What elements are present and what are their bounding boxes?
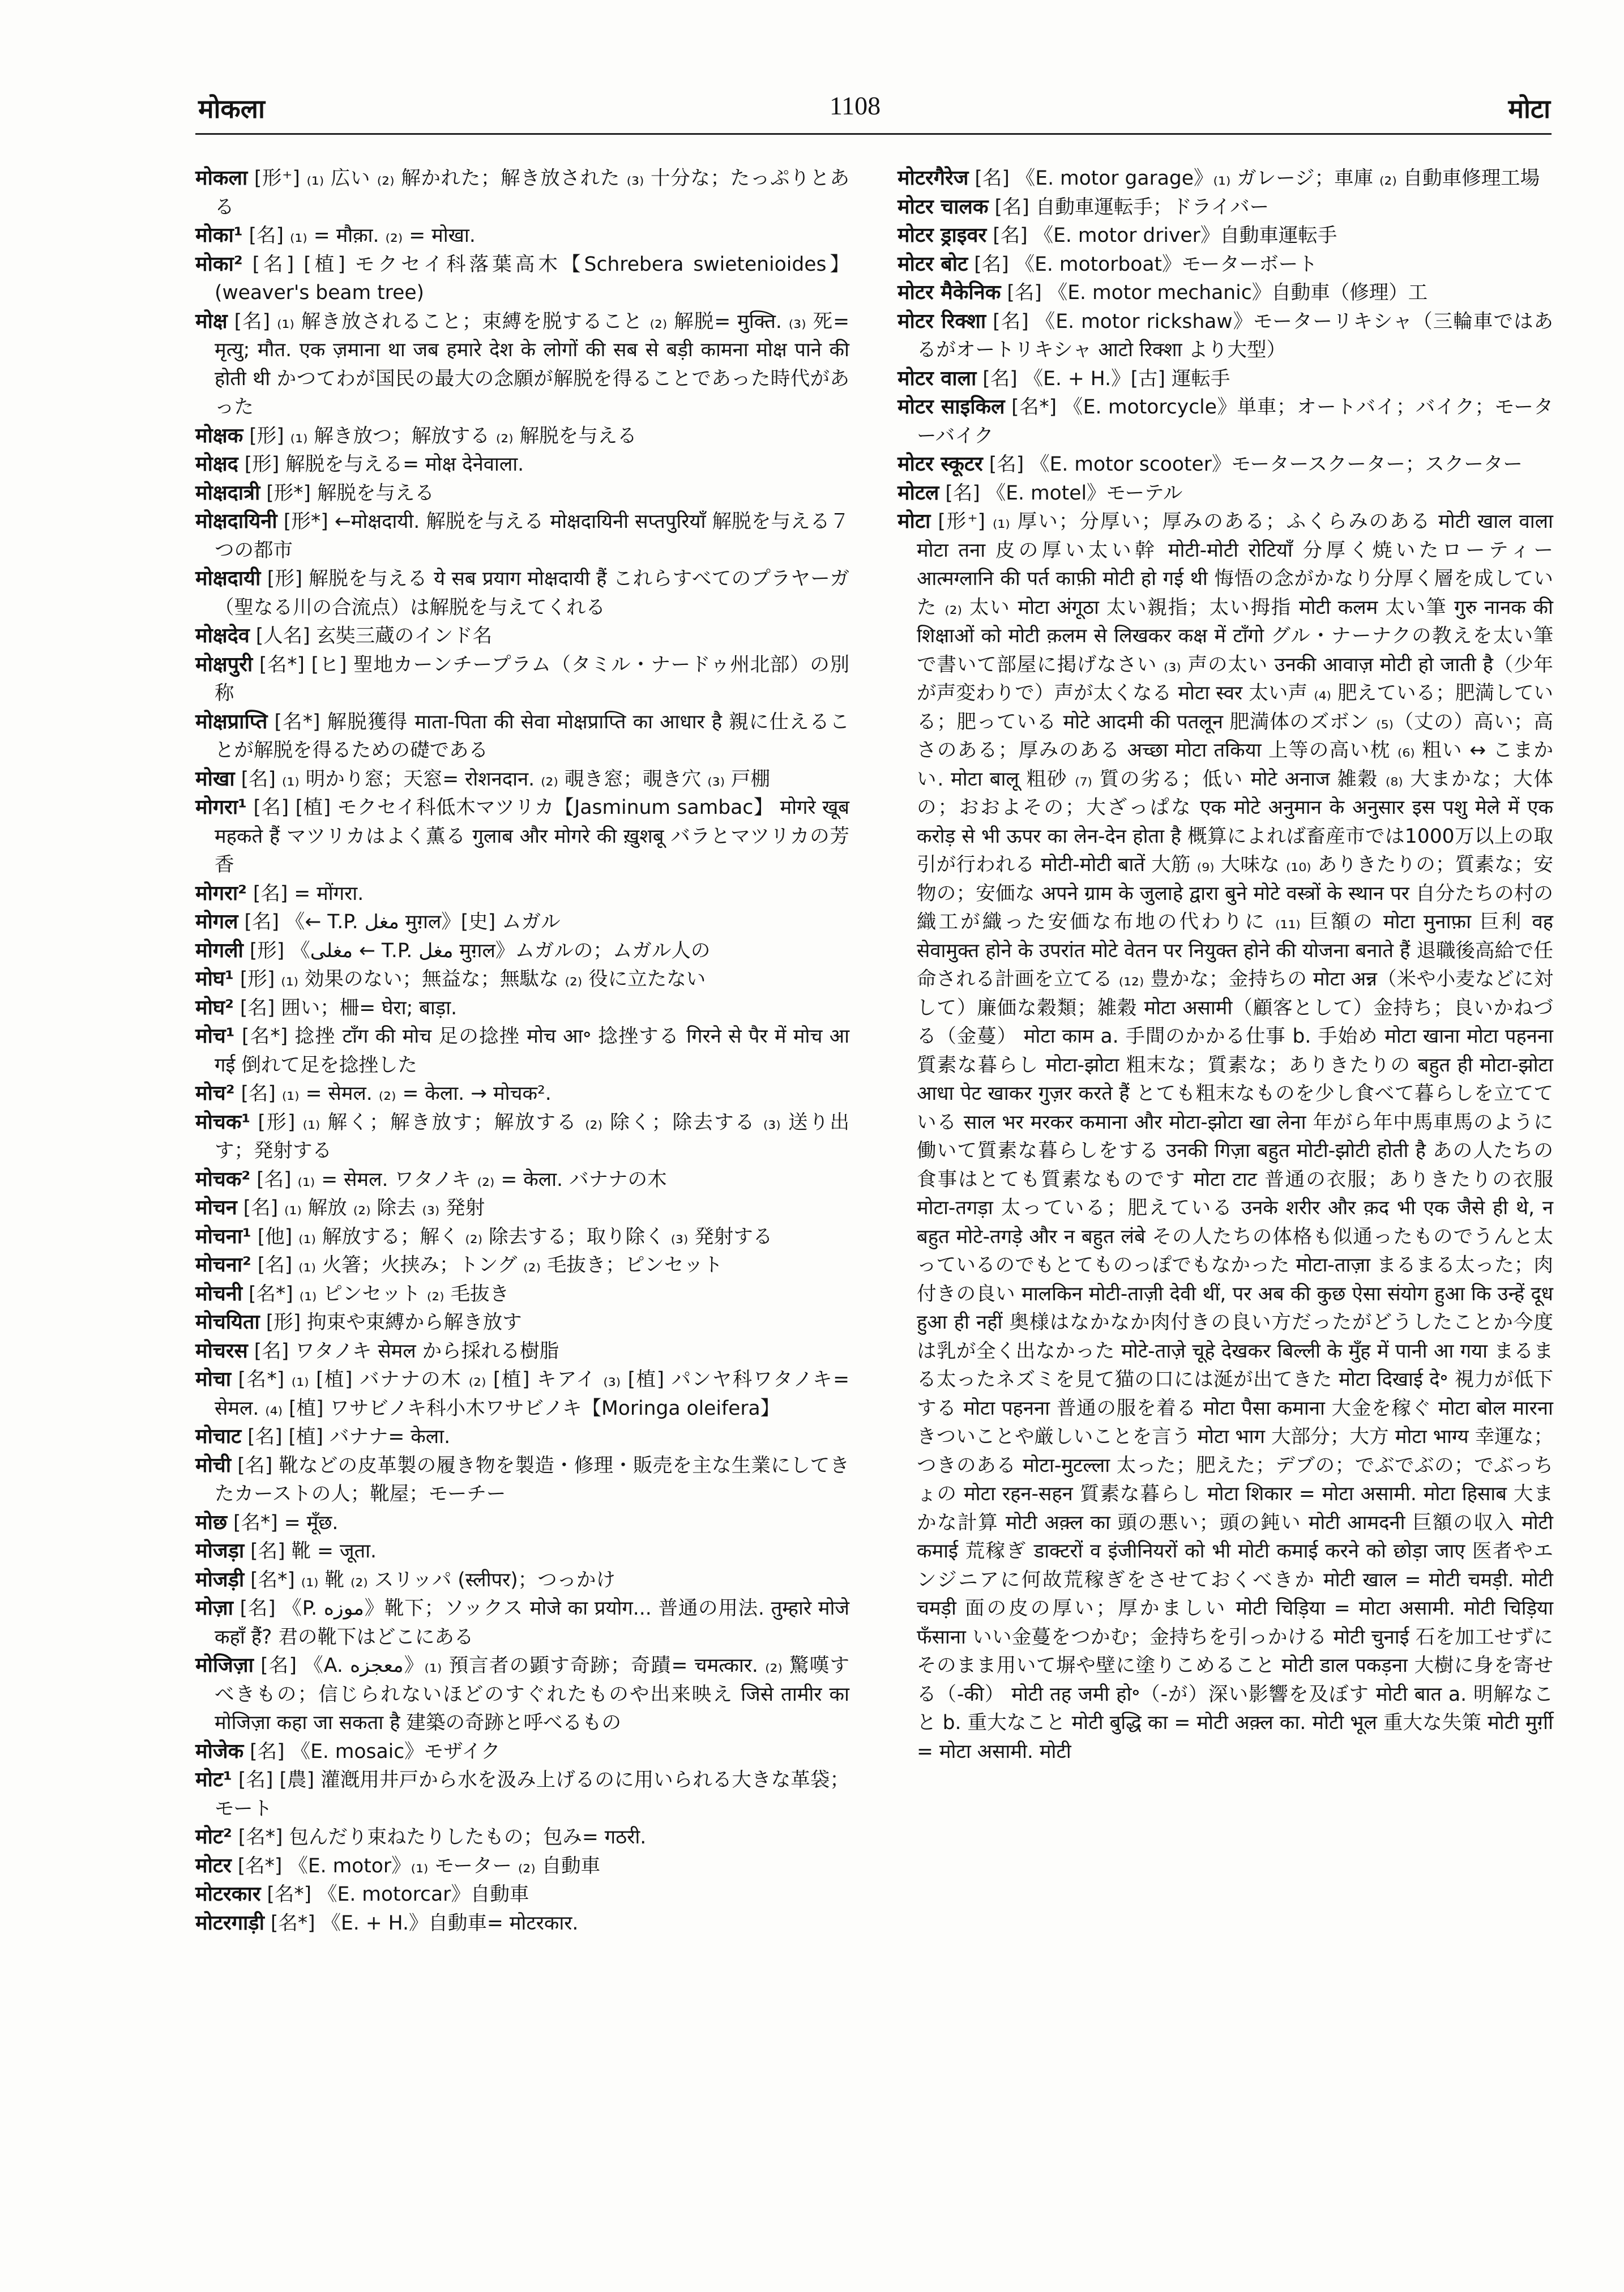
entry-definition: [名] ₍₁₎ 解放 ₍₂₎ 除去 ₍₃₎ 発射	[237, 1197, 485, 1219]
dictionary-entry	[898, 221, 1553, 250]
dictionary-entry	[195, 1079, 849, 1108]
entry-headword: मोक्षप्राप्ति	[195, 710, 268, 733]
dictionary-entry	[898, 279, 1553, 308]
page-number: 1108	[829, 91, 881, 120]
entry-definition: [名] 靴 = जूता.	[244, 1540, 377, 1563]
entry-definition: [名*] 《E. + H.》自動車= मोटरकार.	[264, 1911, 579, 1935]
entry-headword: मोटर साइकिल	[898, 395, 1005, 419]
entry-definition: [名] ₍₁₎ 火箸；火挟み；トング ₍₂₎ 毛抜き；ピンセット	[251, 1254, 723, 1277]
entry-headword: मोक्षदायी	[195, 567, 261, 590]
dictionary-entry	[195, 507, 849, 565]
entry-headword: मोचनी	[195, 1282, 243, 1305]
dictionary-entry	[898, 450, 1553, 479]
dictionary-entry	[195, 1880, 849, 1909]
entry-definition: [名] 囲い；柵= घेरा; बाड़ा.	[233, 996, 458, 1019]
dictionary-entry	[195, 1594, 849, 1651]
dictionary-entry	[195, 708, 849, 765]
entry-headword: मोचन	[195, 1196, 237, 1219]
dictionary-entry	[195, 965, 849, 994]
dictionary-entry	[195, 1251, 849, 1280]
entry-headword: मोका²	[195, 252, 243, 276]
entry-headword: मोघ¹	[195, 967, 234, 991]
entry-headword: मोक्ष	[195, 309, 228, 333]
dictionary-entry	[195, 1509, 849, 1538]
entry-headword: मोजड़ा	[195, 1539, 245, 1563]
dictionary-entry	[195, 1651, 849, 1738]
dictionary-entry	[898, 507, 1553, 1766]
entry-definition: [名] ₍₁₎ = मौक़ा. ₍₂₎ = मोखा.	[242, 224, 476, 247]
entry-headword: मोगली	[195, 938, 243, 962]
dictionary-entry	[195, 651, 849, 708]
dictionary-entry	[898, 164, 1553, 193]
dictionary-entry	[195, 1166, 849, 1194]
entry-definition: [名] [植] バナナ= केला.	[241, 1425, 451, 1448]
entry-headword: मोचना¹	[195, 1224, 251, 1248]
dictionary-entry	[195, 1108, 849, 1166]
entry-headword: मोक्षदात्री	[195, 481, 260, 505]
entry-definition: [名] 《E. motor driver》自動車運転手	[986, 224, 1337, 247]
dictionary-entry	[195, 937, 849, 966]
right-column	[898, 164, 1553, 1766]
dictionary-entry	[195, 1194, 849, 1223]
entry-headword: मोगल	[195, 910, 238, 933]
entry-headword: मोजिज़ा	[195, 1654, 254, 1677]
dictionary-entry	[195, 1308, 849, 1337]
dictionary-entry	[195, 1022, 849, 1079]
entry-headword: मोक्षक	[195, 424, 243, 447]
header-rule	[195, 133, 1552, 135]
left-column	[195, 164, 849, 1937]
dictionary-entry	[195, 1223, 849, 1252]
entry-definition: [名*] 解脱獲得 माता-पिता की सेवा मोक्षप्राप्ति का आधार है 親に仕えることが解脱を得るための礎である	[215, 710, 849, 762]
entry-headword: मोटल	[898, 481, 939, 505]
entry-headword: मोट¹	[195, 1768, 232, 1791]
entry-definition: [名] ₍₁₎ = सेमल. ワタノキ ₍₂₎ = केला. バナナの木	[250, 1168, 667, 1191]
entry-definition: [名] 《E. motor garage》₍₁₎ ガレージ；車庫 ₍₂₎ 自動車修理工場	[968, 167, 1540, 190]
dictionary-entry	[195, 908, 849, 937]
entry-headword: मोचा	[195, 1368, 232, 1391]
entry-headword: मोटर	[195, 1854, 232, 1877]
dictionary-entry	[195, 1852, 849, 1881]
entry-definition: [人名] 玄奘三蔵のインド名	[249, 625, 493, 647]
dictionary-entry	[195, 1738, 849, 1766]
entry-headword: मोच²	[195, 1082, 235, 1105]
entry-headword: मोक्षदायिनी	[195, 510, 277, 533]
entry-headword: मोट²	[195, 1825, 232, 1849]
entry-definition: [名] ₍₁₎ 解き放されること；束縛を脱すること ₍₂₎ 解脱= मुक्ति. ₍₃₎ 死= मृत्यु; मौत. एक ज़माना था जब हमारे देश के लोगों की सब से बड़ी कामना मोक्ष पाने की होती थी かつてわが国民の最大の念願が解脱を得ることであった時代があった	[215, 310, 849, 419]
entry-definition: [名] 《E. motor mechanic》自動車（修理）工	[1001, 281, 1428, 304]
entry-definition: [名*] 《E. motor》₍₁₎ モーター ₍₂₎ 自動車	[231, 1854, 601, 1877]
dictionary-entry	[195, 1337, 849, 1366]
entry-headword: मोटर रिक्शा	[898, 309, 986, 333]
dictionary-entry	[195, 1423, 849, 1452]
dictionary-entry	[195, 221, 849, 250]
entry-headword: मोटरकार	[195, 1883, 261, 1906]
dictionary-entry	[195, 164, 849, 221]
entry-headword: मोगरा²	[195, 881, 247, 905]
entry-definition: [名*] 捻挫 टाँग की मोच 足の捻挫 मोच आ॰ 捻挫する गिरने से पैर में मोच आ गई 倒れて足を捻挫した	[215, 1025, 849, 1077]
entry-definition: [名] 《E. motel》モーテル	[939, 481, 1183, 505]
dictionary-entry	[898, 308, 1553, 365]
entry-definition: [形] ₍₁₎ 解く；解き放す；解放する ₍₂₎ 除く；除去する ₍₃₎ 送り出す；発射する	[215, 1111, 849, 1162]
entry-headword: मोघ²	[195, 996, 234, 1019]
entry-headword: मोचाट	[195, 1425, 242, 1448]
dictionary-entry	[195, 765, 849, 794]
entry-definition: [形] 解脱を与える= मोक्ष देनेवाला.	[238, 453, 524, 476]
dictionary-entry	[195, 479, 849, 508]
dictionary-entry	[195, 308, 849, 422]
entry-headword: मोचना²	[195, 1253, 251, 1277]
dictionary-entry	[195, 422, 849, 451]
dictionary-entry	[195, 1909, 849, 1938]
entry-definition: [名] 《P. موزه》靴下；ソックス मोजे का प्रयोग... 普通の用法. तुम्हारे मोजे कहाँ हैं? 君の靴下はどこにある	[215, 1597, 850, 1649]
entry-definition: [形] ₍₁₎ 効果のない；無益な；無駄な ₍₂₎ 役に立たない	[233, 968, 706, 991]
entry-headword: मोटर स्कूटर	[898, 453, 983, 476]
entry-headword: मोचक¹	[195, 1110, 251, 1134]
dictionary-entry	[195, 565, 849, 622]
entry-definition: [名*] 《E. motorcar》自動車	[260, 1883, 529, 1906]
entry-definition: [名] [植] モクセイ科低木マツリカ【Jasminum sambac】 मोगरे खूब महकते हैं マツリカはよく薫る गुलाब और मोगरे की ख़ुशबू バラとマツリカの芳香	[215, 796, 849, 876]
entry-definition: [名*] 《E. motorcycle》単車；オートバイ；バイク；モーターバイク	[917, 396, 1553, 447]
entry-headword: मोटर बोट	[898, 252, 968, 276]
dictionary-entry	[195, 1566, 849, 1595]
entry-headword: मोजेक	[195, 1739, 244, 1763]
entry-headword: मोचक²	[195, 1167, 251, 1191]
entry-definition: [形] 拘束や束縛から解き放す	[259, 1311, 522, 1334]
entry-definition: [名] = मोंगरा.	[246, 882, 364, 905]
entry-definition: [名*] [ヒ] 聖地カーンチープラム（タミル・ナードゥ州北部）の別称	[215, 653, 849, 705]
entry-definition: [形⁺] ₍₁₎ 広い ₍₂₎ 解かれた；解き放された ₍₃₎ 十分な；たっぷりとある	[215, 167, 849, 219]
entry-headword: मोटरगाड़ी	[195, 1911, 264, 1935]
entry-definition: [形*] ←मोक्षदायी. 解脱を与える मोक्षदायिनी सप्तपुरियाँ 解脱を与える７つの都市	[215, 510, 849, 562]
entry-definition: [形] 《مغلی ← T.P. مغل मुग़ल》ムガルの；ムガル人の	[243, 939, 711, 962]
entry-definition: [形⁺] ₍₁₎ 厚い；分厚い；厚みのある；ふくらみのある मोटी खाल वाला मोटा तना 皮の厚い太い幹 मोटी-मोटी रोटियाँ 分厚く焼いたローティー आत्मग्लानि की पर्त काफ़ी मोटी हो गई थी 悔悟の念がかなり分厚く層を成していた ₍₂₎ 太い मोटा अंगूठा 太い親指；太い拇指 मोटी कलम 太い筆 गुरु नानक की शिक्षाओं को मोटी क़लम से लिखकर कक्ष में टाँगो グル・ナーナクの教えを太い筆で書いて部屋に掲げなさい ₍₃₎ 声の太い उनकी आवाज़ मोटी हो जाती है（少年が声変わりで）声が太くなる मोटा स्वर 太い声 ₍₄₎ 肥えている；肥満している；肥っている मोटे आदमी की पतलून 肥満体のズボン ₍₅₎（丈の）高い；高さのある；厚みのある अच्छा मोटा तकिया 上等の高い枕 ₍₆₎ 粗い ↔ こまかい. मोटा बालू 粗砂 ₍₇₎ 質の劣る；低い मोटे अनाज 雑穀 ₍₈₎ 大まかな；大体の；おおよその；大ざっぱな एक मोटे अनुमान के अनुसार इस पशु मेले में एक करोड़ से भी ऊपर का लेन-देन होता है 概算によれば畜産市では1000万以上の取引が行われる मोटी-मोटी बातें 大筋 ₍₉₎ 大味な ₍₁₀₎ ありきたりの；質素な；安物の；安価な अपने ग्राम के जुलाहे द्वारा बुने मोटे वस्त्रों के स्थान पर 自分たちの村の織工が織った安価な布地の代わりに ₍₁₁₎ 巨額の मोटा मुनाफ़ा 巨利 वह सेवामुक्त होने के उपरांत मोटे वेतन पर नियुक्त होने की योजना बनाते हैं 退職後高給で任命される計画を立てる ₍₁₂₎ 豊かな；金持ちの मोटा अन्न（米や小麦などに対して）廉価な穀類；雑穀 मोटा असामी（顧客として）金持ち；良いかねづる（金蔓） मोटा काम a. 手間のかかる仕事 b. 手始め मोटा खाना मोटा पहनना 質素な暮らし मोटा-झोटा 粗末な；質素な；ありきたりの बहुत ही मोटा-झोटा आधा पेट खाकर गुज़र करते हैं とても粗末なものを少し食べて暮らしを立てている साल भर मरकर कमाना और मोटा-झोटा खा लेना 年がら年中馬車馬のように働いて質素な暮らしをする उनकी गिज़ा बहुत मोटी-झोटी होती है あの人たちの食事はとても質素なものです मोटा टाट 普通の衣服；ありきたりの衣服 मोटा-तगड़ा 太っている；肥えている उनके शरीर और क़द भी एक जैसे ही थे, न बहुत मोटे-तगड़े और न बहुत लंबे その人たちの体格も似通ったものでうんと太っているのでもとてものっぽでもなかった मोटा-ताज़ा まるまる太った；肉付きの良い मालकिन मोटी-ताज़ी देवी थीं, पर अब की कुछ ऐसा संयोग हुआ कि उन्हें दूध हुआ ही नहीं 奥様はなかなか肉付きの良い方だったがどうしたことか今度は乳が全く出なかった मोटे-ताज़े चूहे देखकर बिल्ली के मुँह में पानी आ गया まるまる太ったネズミを見て猫の口には涎が出てきた मोटा दिखाई दे॰ 視力が低下する मोटा पहनना 普通の服を着る मोटा पैसा कमाना 大金を稼ぐ मोटा बोल मारना きついことや厳しいことを言う मोटा भाग 大部分；大方 मोटा भाग्य 幸運な；つきのある मोटा-मुटल्ला 太った；肥えた；デブの；でぶでぶの；でぶっちょの मोटा रहन-सहन 質素な暮らし मोटा शिकार = मोटा असामी. मोटा हिसाब 大まかな計算 मोटी अक़्ल का 頭の悪い；頭の鈍い मोटी आमदनी 巨額の収入 मोटी कमाई 荒稼ぎ डाक्टरों व इंजीनियरों को भी मोटी कमाई करने को छोड़ा जाए 医者やエンジニアに何故荒稼ぎをさせておくべきか मोटी खाल = मोटी चमड़ी. मोटी चमड़ी 面の皮の厚い；厚かましい मोटी चिड़िया = मोटा असामी. मोटी चिड़िया फँसाना いい金蔓をつかむ；金持ちを引っかける मोटी चुनाई 石を加工せずにそのまま用いて塀や壁に塗りこめること मोटी डाल पकड़ना 大樹に身を寄せる（-की） मोटी तह जमी हो॰（-が）深い影響を及ぼす मोटी बात a. 明解なこと b. 重大なこと मोटी बुद्धि का = मोटी अक़्ल का. मोटी भूल 重大な失策 मोटी मुर्ग़ी = मोटा असामी. मोटी	[917, 510, 1553, 1763]
entry-headword: मोछ	[195, 1510, 228, 1534]
dictionary-entry	[195, 994, 849, 1023]
dictionary-entry	[195, 793, 849, 880]
entry-headword: मोजड़ी	[195, 1568, 245, 1591]
entry-definition: [他] ₍₁₎ 解放する；解く ₍₂₎ 除去する；取り除く ₍₃₎ 発射する	[251, 1225, 773, 1248]
entry-definition: [名*] 包んだり束ねたりしたもの；包み= गठरी.	[232, 1826, 647, 1849]
entry-headword: मोटर वाला	[898, 366, 977, 390]
entry-headword: मोचरस	[195, 1339, 248, 1363]
entry-definition: [名] 《← T.P. مغل मुग़ल》[史] ムガル	[238, 911, 561, 933]
entry-definition: [名*] = मूँछ.	[227, 1511, 339, 1534]
entry-definition: [名] 《E. motorboat》モーターボート	[968, 253, 1318, 276]
dictionary-entry	[195, 250, 849, 308]
entry-definition: [名] ₍₁₎ 明かり窓；天窓= रोशनदान. ₍₂₎ 覗き窓；覗き穴 ₍₃₎ 戸棚	[234, 767, 771, 791]
entry-definition: [名] 《A. معجزه》₍₁₎ 預言者の顕す奇跡；奇蹟= चमत्कार. ₍₂₎ 驚嘆すべきもの；信じられないほどのすぐれたものや出来映え जिसे तामीर का मोजिज़ा कहा जा सकता है 建築の奇跡と呼べるもの	[215, 1654, 849, 1734]
dictionary-entry	[195, 450, 849, 479]
entry-headword: मोका¹	[195, 224, 243, 247]
entry-definition: [名] 《E. motor scooter》モータースクーター；スクーター	[982, 453, 1523, 476]
entry-definition: [名] 《E. mosaic》モザイク	[243, 1740, 501, 1763]
dictionary-entry	[195, 1365, 849, 1423]
entry-headword: मोच¹	[195, 1025, 235, 1048]
dictionary-entry	[898, 250, 1553, 279]
entry-definition: [形*] 解脱を与える	[260, 481, 434, 505]
entry-headword: मोक्षद	[195, 453, 238, 476]
entry-headword: मोटा	[898, 510, 931, 533]
entry-definition: [名*] ₍₁₎ 靴 ₍₂₎ スリッパ (स्लीपर)；つっかけ	[244, 1568, 616, 1591]
dictionary-entry	[195, 1823, 849, 1852]
entry-definition: [名*] ₍₁₎ ピンセット ₍₂₎ 毛抜き	[242, 1282, 510, 1305]
entry-headword: मोक्षदेव	[195, 624, 250, 647]
entry-headword: मोखा	[195, 767, 235, 791]
dictionary-entry	[898, 393, 1553, 450]
dictionary-entry	[898, 479, 1553, 508]
entry-headword: मोक्षपुरी	[195, 652, 253, 676]
entry-headword: मोचयिता	[195, 1311, 260, 1334]
entry-definition: [名] [農] 灌漑用井戸から水を汲み上げるのに用いられる大きな革袋；モート	[215, 1769, 849, 1820]
entry-headword: मोटर ड्राइवर	[898, 224, 987, 247]
entry-definition: [名] [植] モクセイ科落葉高木【Schrebera swietenioides】(weaver's beam tree)	[215, 253, 849, 304]
dictionary-entry	[195, 1537, 849, 1566]
entry-definition: [名] 自動車運転手；ドライバー	[988, 195, 1270, 219]
entry-definition: [名] 《E. motor rickshaw》モーターリキシャ（三輪車ではあるがオートリキシャ आटो रिक्शा より大型）	[917, 310, 1553, 361]
dictionary-entry	[195, 1766, 849, 1823]
entry-headword: मोगरा¹	[195, 796, 247, 819]
dictionary-entry	[898, 365, 1553, 394]
entry-definition: [形] ₍₁₎ 解き放つ；解放する ₍₂₎ 解脱を与える	[243, 424, 637, 447]
entry-headword: मोकला	[195, 167, 248, 190]
entry-headword: मोची	[195, 1453, 232, 1477]
dictionary-entry	[195, 1280, 849, 1309]
entry-definition: [名] 《E. + H.》[古] 運転手	[976, 367, 1230, 390]
dictionary-entry	[195, 1452, 849, 1509]
entry-definition: [名] ワタノキ सेमल から採れる樹脂	[247, 1339, 559, 1363]
dictionary-entry	[195, 622, 849, 651]
running-head-left: मोकला	[198, 93, 265, 124]
entry-headword: मोज़ा	[195, 1597, 233, 1620]
entry-definition: [形] 解脱を与える ये सब प्रयाग मोक्षदायी हैं これらすべてのプラヤーガ（聖なる川の合流点）は解脱を与えてくれる	[215, 567, 849, 619]
dictionary-entry	[898, 193, 1553, 222]
running-head-right: मोटा	[1508, 93, 1550, 124]
entry-definition: [名*] ₍₁₎ [植] バナナの木 ₍₂₎ [植] キアイ ₍₃₎ [植] パンヤ科ワタノキ= सेमल. ₍₄₎ [植] ワサビノキ科小木ワサビノキ【Moringa oleifera】	[215, 1368, 849, 1420]
entry-headword: मोटर मैकेनिक	[898, 281, 1001, 304]
dictionary-entry	[195, 880, 849, 908]
entry-definition: [名] 靴などの皮革製の履き物を製造・修理・販売を主な生業にしてきたカーストの人；靴屋；モーチー	[215, 1454, 849, 1505]
entry-definition: [名] ₍₁₎ = सेमल. ₍₂₎ = केला. → मोचक².	[234, 1082, 552, 1105]
entry-headword: मोटर चालक	[898, 195, 989, 219]
entry-headword: मोटरगैरेज	[898, 167, 969, 190]
